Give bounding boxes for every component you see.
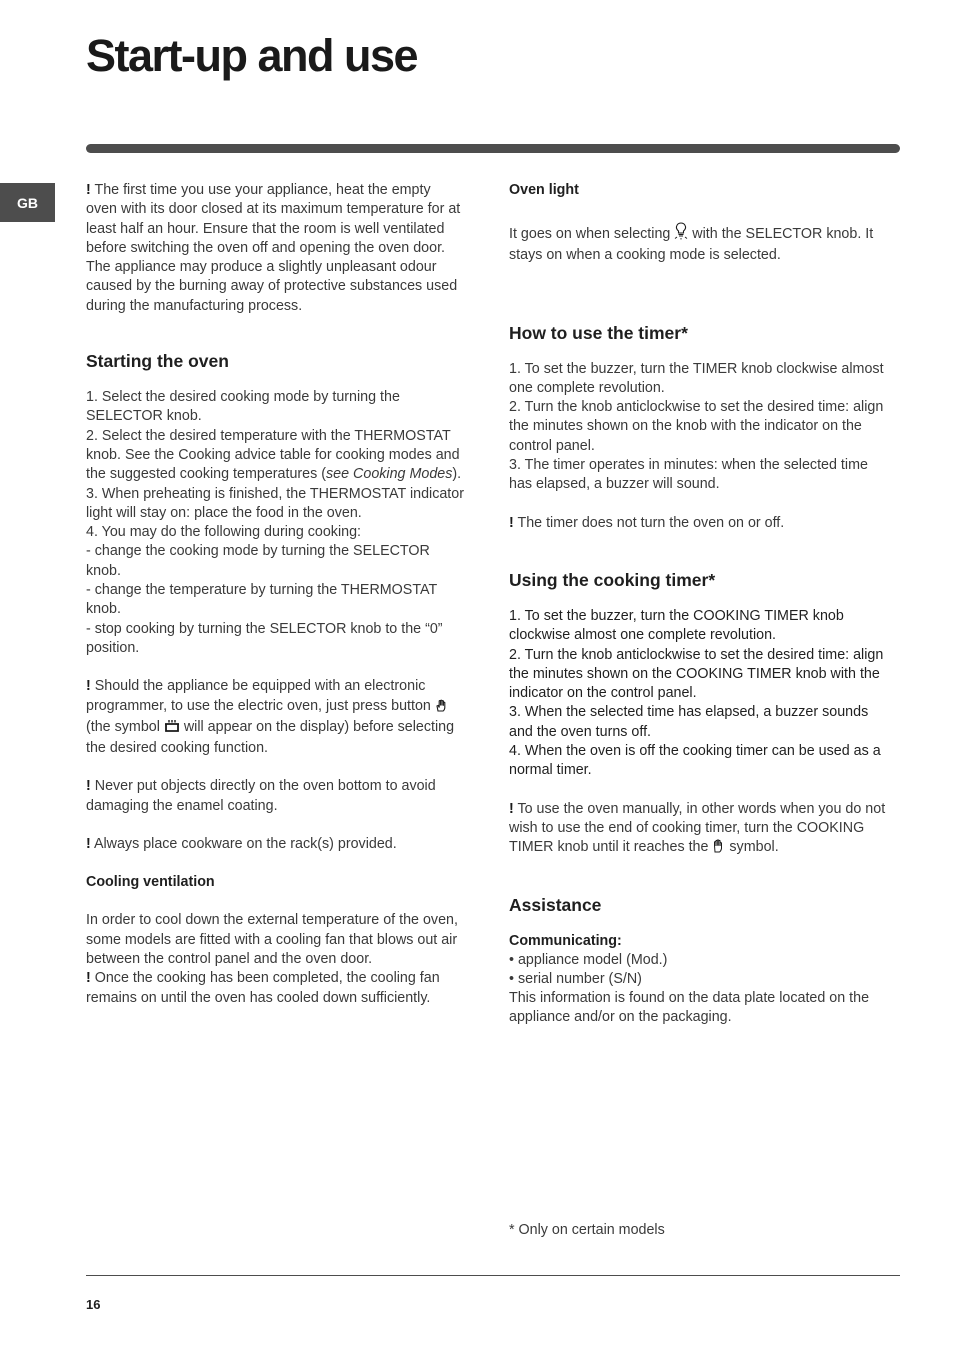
left-column: [86, 178, 464, 1008]
hand-button-icon: [435, 699, 448, 718]
starting-bullet-1: - change the cooking mode by turning the SELECTOR knob.: [86, 543, 430, 579]
assistance-bullet-2: • serial number (S/N): [509, 970, 642, 987]
cookware-note: ! Always place cookware on the rack(s) provided.: [86, 836, 397, 853]
timer-note: ! The timer does not turn the oven on or off.: [509, 514, 785, 531]
cooling-text: In order to cool down the external temperature of the oven, some models are fitted with a cooling fan that blows out air between the control panel and the oven door.: [86, 912, 458, 967]
timer-step-2: 2. Turn the knob anticlockwise to set the desired time: align the minutes shown on the knob with the indicator on the control panel.: [509, 399, 884, 454]
cooling-note: ! Once the cooking has been completed, the cooling fan remains on until the oven has cooled down sufficiently.: [86, 970, 440, 1006]
page-title: Start-up and use: [86, 30, 418, 81]
oven-light-heading: Oven light: [509, 182, 579, 198]
page-number: 16: [86, 1297, 101, 1312]
intro-text: The first time you use your appliance, heat the empty oven with its door closed at its maximum temperature for at least half an hour. Ensure that the room is well ventilated before switching the oven off and opening the oven door. The appliance may produce a slightly unpleasant odour caused by the burning away of protective substances used during the manufacturing process.: [86, 182, 461, 314]
timer-step-1: 1. To set the buzzer, turn the TIMER knob clockwise almost one complete revolution.: [509, 360, 884, 396]
footnote: * Only on certain models: [509, 1222, 665, 1238]
assistance-text: This information is found on the data plate located on the appliance and/or on the packaging.: [509, 990, 870, 1026]
assistance-bullet-1: • appliance model (Mod.): [509, 951, 668, 968]
language-tab: GB: [0, 183, 55, 222]
starting-step-4: 4. You may do the following during cooking:: [86, 524, 362, 541]
cooking-timer-step-4: 4. When the oven is off the cooking timer can be used as a normal timer.: [509, 743, 881, 779]
starting-step-2: 2. Select the desired temperature with the THERMOSTAT knob. See the Cooking advice table for cooking modes and the suggested cooking temperatures (see Cooking Modes).: [86, 427, 462, 483]
lamp-icon: [674, 222, 688, 246]
cooking-timer-steps: [509, 607, 889, 781]
manual-use-note: ! To use the oven manually, in other words when you do not wish to use the end of cooking timer, turn the COOKING TIMER knob until it reaches the symbol.: [509, 800, 889, 860]
warning-mark: !: [86, 182, 91, 198]
header-rule: [86, 144, 900, 153]
oven-light-text: It goes on when selecting with the SELECTOR knob. It stays on when a cooking mode is selected.: [509, 222, 889, 266]
timer-step-3: 3. The timer operates in minutes: when the selected time has elapsed, a buzzer will sound.: [509, 457, 868, 493]
pot-icon: [164, 719, 180, 739]
manual-hand-icon: [712, 839, 725, 859]
assistance-heading: Assistance: [509, 894, 602, 915]
starting-bullet-2: - change the temperature by turning the THERMOSTAT knob.: [86, 582, 437, 618]
starting-oven-heading: Starting the oven: [86, 351, 229, 372]
cooking-timer-heading: Using the cooking timer*: [509, 569, 716, 590]
programmer-note: ! Should the appliance be equipped with an electronic programmer, to use the electric oven, just press button (the symbol will appear on the display) before selecting the desired cooking function.: [86, 678, 455, 757]
timer-heading: How to use the timer*: [509, 322, 688, 343]
starting-bullet-3: - stop cooking by turning the SELECTOR knob to the “0” position.: [86, 620, 443, 656]
starting-step-3: 3. When preheating is finished, the THERMOSTAT indicator light will stay on: place the food in the oven.: [86, 485, 464, 521]
cooling-ventilation-heading: Cooling ventilation: [86, 874, 215, 891]
intro-paragraph: [86, 181, 464, 316]
timer-steps: [509, 360, 889, 495]
starting-steps: [86, 388, 464, 658]
cooking-timer-step-1: 1. To set the buzzer, turn the COOKING TIMER knob clockwise almost one complete revolution.: [509, 607, 844, 644]
enamel-note: ! Never put objects directly on the oven bottom to avoid damaging the enamel coating.: [86, 778, 436, 814]
starting-step-1: 1. Select the desired cooking mode by turning the SELECTOR knob.: [86, 389, 400, 425]
cooking-timer-step-3: 3. When the selected time has elapsed, a buzzer sounds and the oven turns off.: [509, 704, 869, 740]
right-column: [509, 178, 889, 1028]
cooking-timer-step-2: 2. Turn the knob anticlockwise to set the desired time: align the minutes shown on the COOKING TIMER knob with the indicator on the control panel.: [509, 646, 884, 702]
communicating-subheading: Communicating:: [509, 932, 622, 949]
footer-rule: [86, 1275, 900, 1276]
